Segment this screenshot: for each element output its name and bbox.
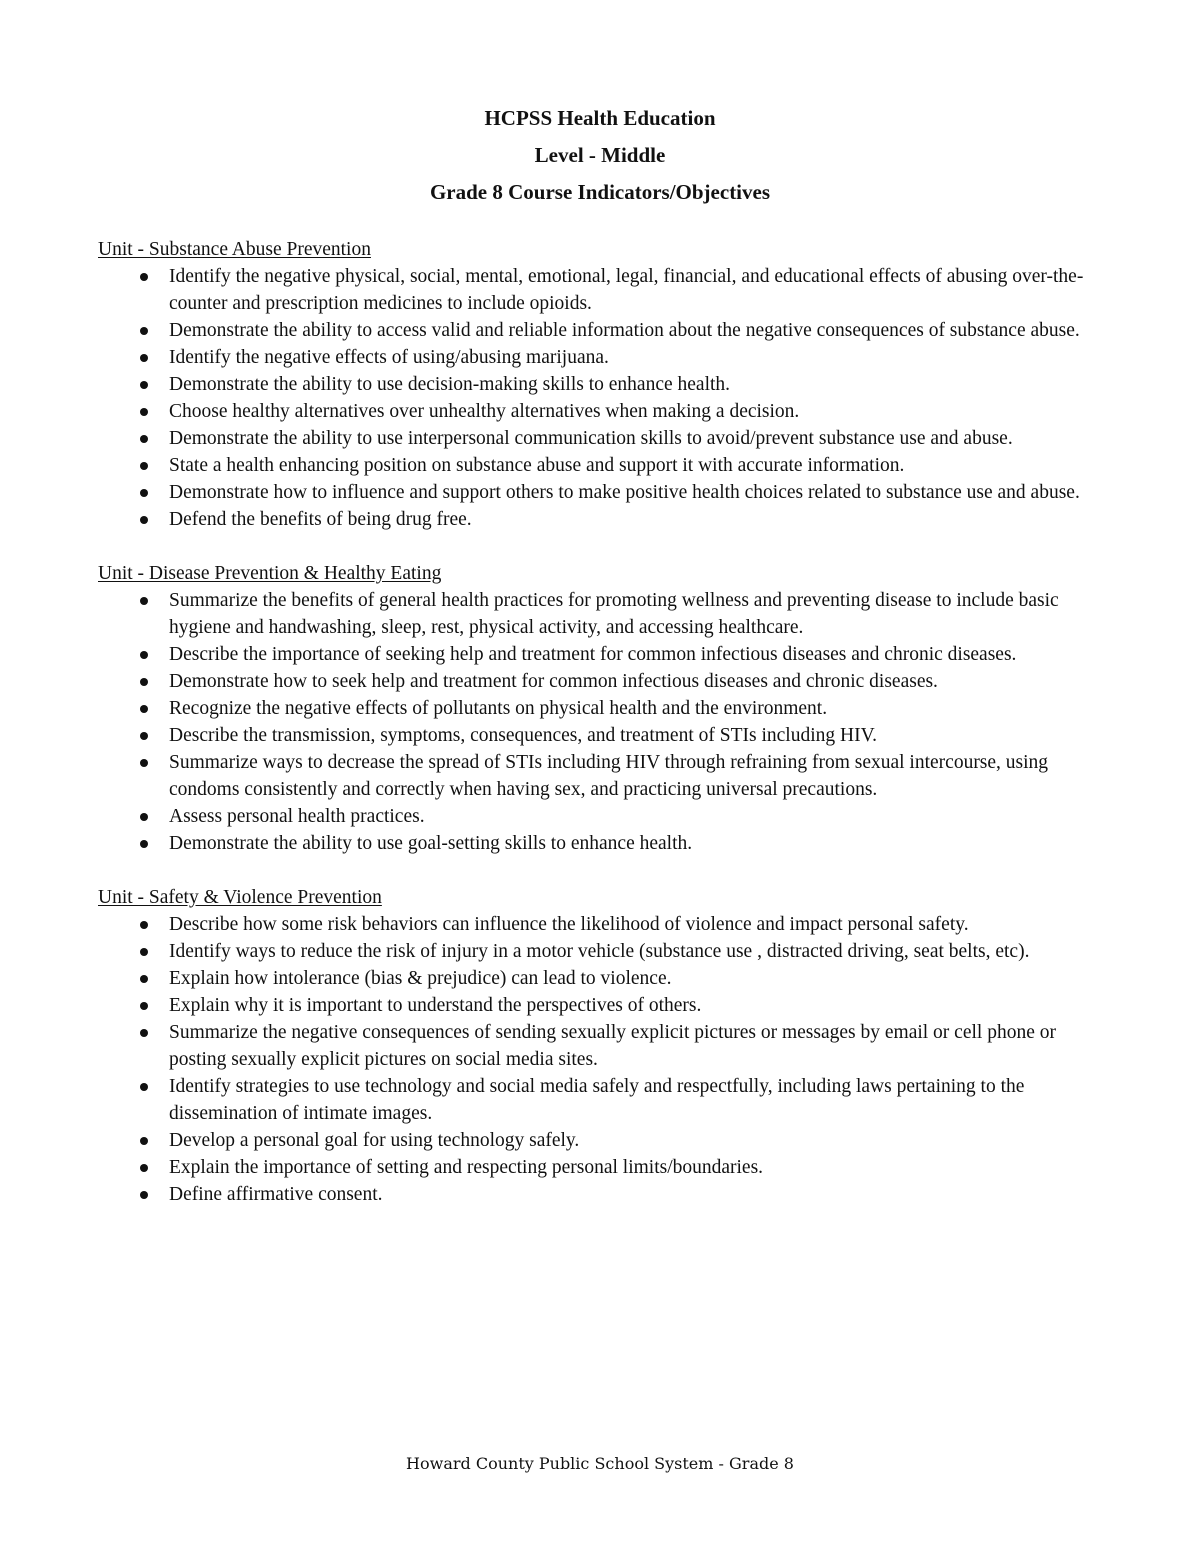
objective-text: Assess personal health practices. [169, 806, 425, 827]
objective-item [98, 317, 1108, 344]
objective-item [98, 938, 1108, 965]
objective-item [98, 992, 1108, 1019]
objective-text: Identify ways to reduce the risk of injury in a motor vehicle (substance use , distracted driving, seat belts, etc). [169, 941, 1030, 962]
objective-item [98, 911, 1108, 938]
objective-list [98, 587, 1108, 857]
document-subtitle: Grade 8 Course Indicators/Objectives [429, 180, 771, 204]
bullet-icon [140, 651, 148, 659]
bullet-icon [140, 813, 148, 821]
bullet-icon [140, 381, 148, 389]
unit-title: Unit - Substance Abuse Prevention [98, 239, 371, 260]
objective-text: Demonstrate the ability to use goal-setting skills to enhance health. [169, 833, 693, 854]
document-header [0, 100, 1200, 211]
bullet-icon [140, 732, 148, 740]
objective-text: Identify strategies to use technology and social media safely and respectfully, including laws pertaining to the dissemination of intimate images. [169, 1076, 1025, 1124]
objective-item [98, 506, 1108, 533]
objective-item [98, 1073, 1108, 1127]
objective-item [98, 1127, 1108, 1154]
objective-text: Recognize the negative effects of pollutants on physical health and the environment. [169, 698, 828, 719]
unit-title: Unit - Safety & Violence Prevention [98, 887, 382, 908]
objective-text: Demonstrate how to influence and support others to make positive health choices related to substance use and abuse. [169, 482, 1080, 503]
objective-item [98, 398, 1108, 425]
unit-safety-violence-prevention [98, 884, 1108, 1208]
objective-item [98, 344, 1108, 371]
objective-text: Describe the transmission, symptoms, consequences, and treatment of STIs including HIV. [169, 725, 878, 746]
objective-item [98, 263, 1108, 317]
objective-item [98, 641, 1108, 668]
objective-text: Summarize the negative consequences of sending sexually explicit pictures or messages by email or cell phone or posting sexually explicit pictures on social media sites. [169, 1022, 1056, 1070]
objective-item [98, 965, 1108, 992]
objective-text: Describe how some risk behaviors can influence the likelihood of violence and impact personal safety. [169, 914, 969, 935]
objective-item [98, 749, 1108, 803]
bullet-icon [140, 327, 148, 335]
bullet-icon [140, 759, 148, 767]
objective-list [98, 263, 1108, 533]
bullet-icon [140, 435, 148, 443]
bullet-icon [140, 678, 148, 686]
bullet-icon [140, 1164, 148, 1172]
bullet-icon [140, 1137, 148, 1145]
objective-text: Explain how intolerance (bias & prejudice) can lead to violence. [169, 968, 672, 989]
bullet-icon [140, 1191, 148, 1199]
objective-item [98, 479, 1108, 506]
bullet-icon [140, 1002, 148, 1010]
objective-item [98, 452, 1108, 479]
objective-text: Describe the importance of seeking help and treatment for common infectious diseases and chronic diseases. [169, 644, 1017, 665]
bullet-icon [140, 1029, 148, 1037]
objective-item [98, 803, 1108, 830]
objective-text: Identify the negative effects of using/abusing marijuana. [169, 347, 609, 368]
objective-text: Choose healthy alternatives over unhealthy alternatives when making a decision. [169, 401, 800, 422]
objective-text: Identify the negative physical, social, mental, emotional, legal, financial, and educational effects of abusing over-the-counter and prescription medicines to include opioids. [169, 266, 1084, 314]
bullet-icon [140, 1083, 148, 1091]
objective-item [98, 668, 1108, 695]
objective-text: State a health enhancing position on substance abuse and support it with accurate information. [169, 455, 905, 476]
bullet-icon [140, 597, 148, 605]
bullet-icon [140, 489, 148, 497]
objective-item [98, 1019, 1108, 1073]
objective-text: Demonstrate the ability to access valid and reliable information about the negative consequences of substance abuse. [169, 320, 1080, 341]
bullet-icon [140, 516, 148, 524]
bullet-icon [140, 273, 148, 281]
objective-text: Demonstrate the ability to use interpersonal communication skills to avoid/prevent substance use and abuse. [169, 428, 1013, 449]
objective-item [98, 1181, 1108, 1208]
bullet-icon [140, 354, 148, 362]
objective-list [98, 911, 1108, 1208]
objective-text: Develop a personal goal for using technology safely. [169, 1130, 580, 1151]
objective-text: Define affirmative consent. [169, 1184, 383, 1205]
objective-item [98, 1154, 1108, 1181]
objective-text: Explain why it is important to understand the perspectives of others. [169, 995, 702, 1016]
unit-disease-prevention [98, 560, 1108, 857]
objective-text: Explain the importance of setting and respecting personal limits/boundaries. [169, 1157, 764, 1178]
bullet-icon [140, 948, 148, 956]
objective-item [98, 830, 1108, 857]
objective-text: Defend the benefits of being drug free. [169, 509, 472, 530]
page-footer: Howard County Public School System - Grade 8 [406, 1454, 794, 1473]
bullet-icon [140, 840, 148, 848]
objective-text: Summarize ways to decrease the spread of STIs including HIV through refraining from sexual intercourse, using condoms consistently and correctly when having sex, and practicing universal precautions. [169, 752, 1049, 800]
bullet-icon [140, 705, 148, 713]
document-level: Level - Middle [534, 143, 666, 167]
document-body [98, 236, 1108, 1235]
bullet-icon [140, 462, 148, 470]
objective-text: Demonstrate the ability to use decision-making skills to enhance health. [169, 374, 731, 395]
objective-item [98, 695, 1108, 722]
unit-substance-abuse-prevention [98, 236, 1108, 533]
objective-item [98, 722, 1108, 749]
objective-item [98, 425, 1108, 452]
bullet-icon [140, 921, 148, 929]
bullet-icon [140, 408, 148, 416]
unit-title: Unit - Disease Prevention & Healthy Eating [98, 563, 442, 584]
objective-text: Summarize the benefits of general health practices for promoting wellness and preventing disease to include basic hygiene and handwashing, sleep, rest, physical activity, and accessing healthcare. [169, 590, 1059, 638]
bullet-icon [140, 975, 148, 983]
objective-item [98, 587, 1108, 641]
objective-text: Demonstrate how to seek help and treatment for common infectious diseases and chronic diseases. [169, 671, 938, 692]
document-title: HCPSS Health Education [484, 106, 716, 130]
objective-item [98, 371, 1108, 398]
